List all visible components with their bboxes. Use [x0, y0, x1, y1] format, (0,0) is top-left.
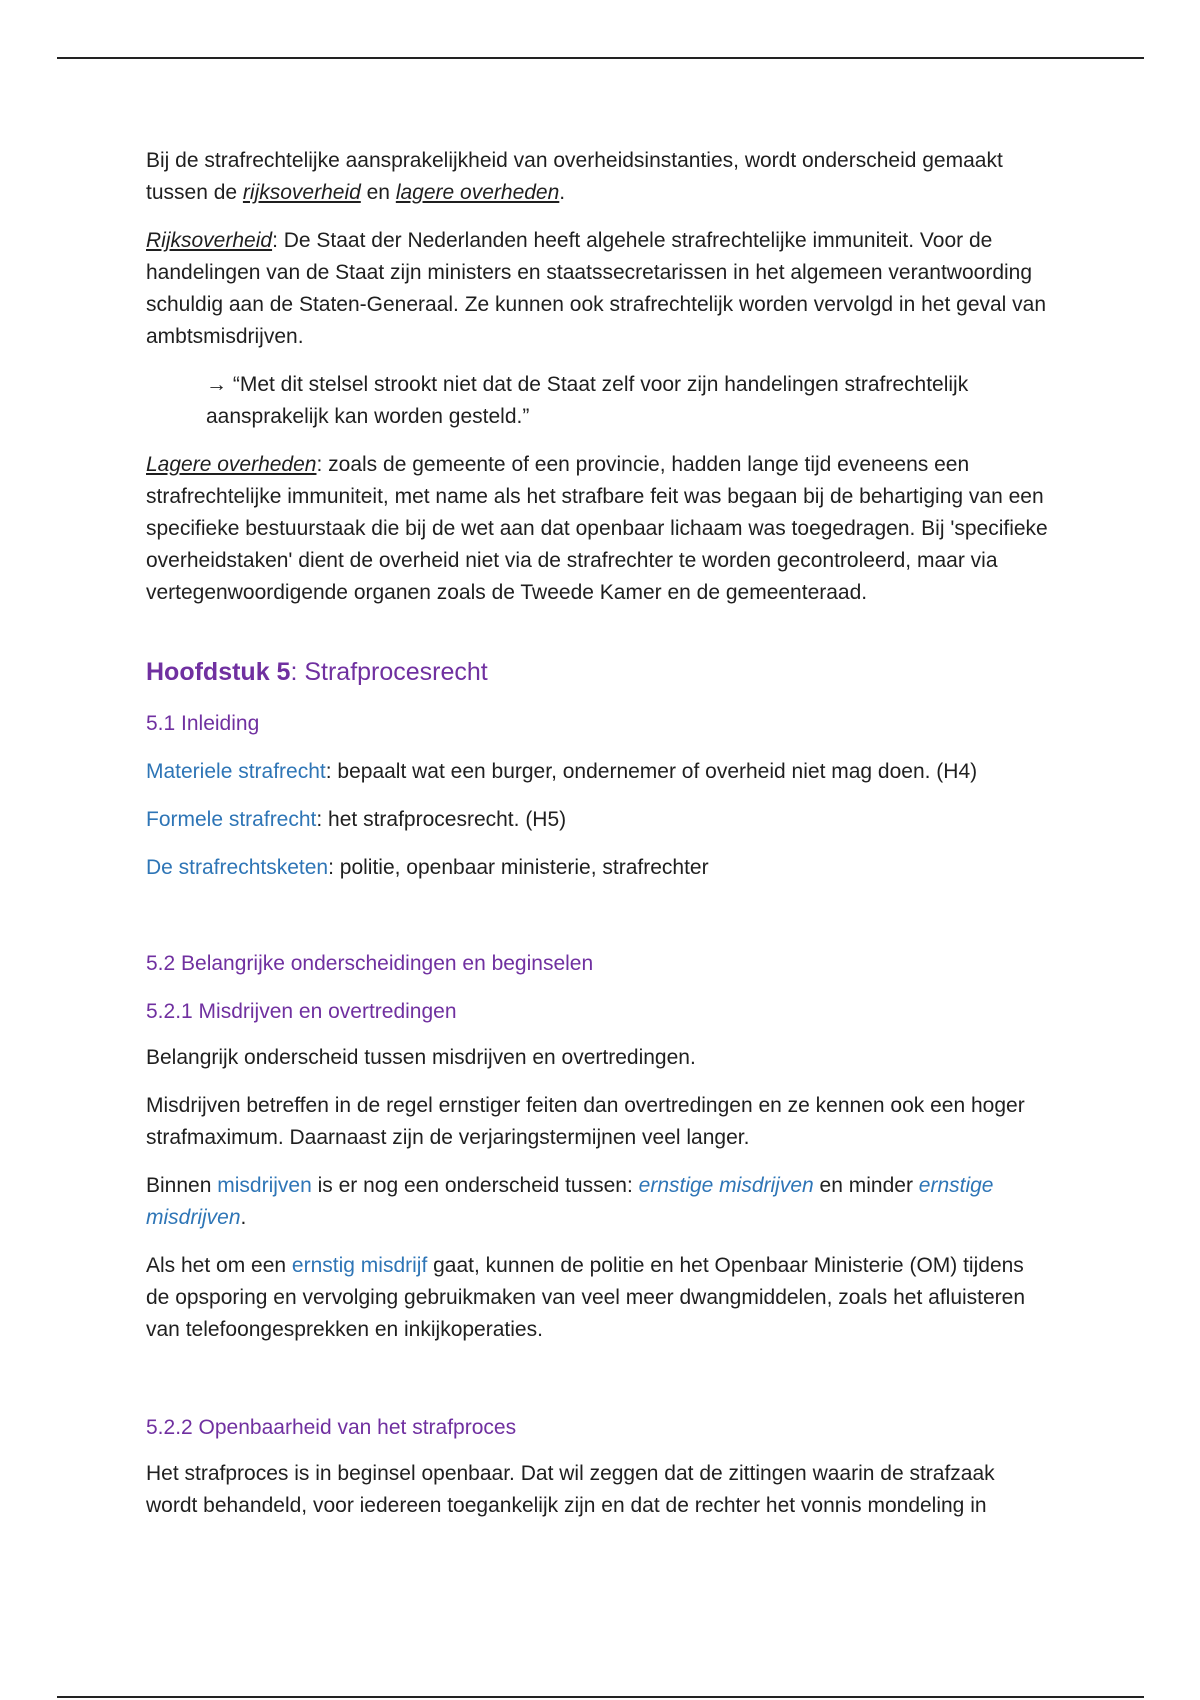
- section-5-1-heading: 5.1 Inleiding: [146, 712, 260, 735]
- materiele-term: Materiele strafrecht: [146, 760, 326, 783]
- rijksoverheid-term: Rijksoverheid: [146, 229, 273, 252]
- section-5-2-heading: 5.2 Belangrijke onderscheidingen en beginselen: [146, 952, 594, 975]
- paragraph-openbaarheid: Het strafproces is in beginsel openbaar. Dat wil zeggen dat de zittingen waarin de strafzaak wordt behandeld, voor iedereen toegankelijk zijn en dat de rechter het vonnis mondeling in: [146, 1462, 995, 1517]
- formele-term: Formele strafrecht: [146, 808, 317, 831]
- paragraph-ernstig-misdrijf: Als het om een ernstig misdrijf gaat, kunnen de politie en het Openbaar Ministerie (OM) tijdens de opsporing en vervolging gebruikmaken van veel meer dwangmiddelen, zoals het afluisteren van telefoongesprekken en inkijkoperaties.: [146, 1254, 1026, 1341]
- paragraph-binnen-misdrijven: Binnen misdrijven is er nog een onderscheid tussen: ernstige misdrijven en minder ernstige misdrijven.: [146, 1174, 994, 1229]
- quote-paragraph: → “Met dit stelsel strookt niet dat de Staat zelf voor zijn handelingen strafrechtelijk aansprakelijk kan worden gesteld.”: [206, 373, 969, 428]
- section-5-2-2-heading: 5.2.2 Openbaarheid van het strafproces: [146, 1416, 517, 1439]
- top-rule: [57, 57, 1144, 59]
- section-5-2-1-heading: 5.2.1 Misdrijven en overtredingen: [146, 1000, 457, 1023]
- rijksoverheid-paragraph: Rijksoverheid: De Staat der Nederlanden heeft algehele strafrechtelijke immuniteit. Voor de handelingen van de Staat zijn ministers en staatssecretarissen in het algemeen verantwoording schuldig aan de Staten-Generaal. Ze kunnen ook strafrechtelijk worden vervolgd in het geval van ambtsmisdrijven.: [146, 229, 1047, 348]
- term-misdrijven: misdrijven: [217, 1174, 312, 1197]
- strafrechtsketen-line: De strafrechtsketen: politie, openbaar ministerie, strafrechter: [146, 856, 709, 879]
- term-lagere-overheden: lagere overheden: [395, 181, 560, 204]
- chapter-heading: Hoofdstuk 5: Strafprocesrecht: [146, 658, 488, 686]
- lagere-overheden-paragraph: Lagere overheden: zoals de gemeente of een provincie, hadden lange tijd eveneens een strafrechtelijke immuniteit, met name als het strafbare feit was begaan bij de behartiging van een specifieke bestuurstaak die bij de wet aan dat openbaar lichaam was toegedragen. Bij 'specifieke overheidstaken' dient de overheid niet via de strafrechter te worden gecontroleerd, maar via vertegenwoordigende organen zoals de Tweede Kamer en de gemeenteraad.: [146, 453, 1048, 604]
- materiele-strafrecht-line: Materiele strafrecht: bepaalt wat een burger, ondernemer of overheid niet mag doen. (H4): [146, 760, 978, 783]
- formele-strafrecht-line: Formele strafrecht: het strafprocesrecht. (H5): [146, 808, 567, 831]
- bottom-rule: [57, 1696, 1144, 1698]
- term-minder-ernstige-misdrijven: ernstige misdrijven: [146, 1174, 994, 1229]
- arrow-icon: →: [206, 373, 227, 396]
- strafrechtsketen-term: De strafrechtsketen: [146, 856, 329, 879]
- paragraph-onderscheid: Belangrijk onderscheid tussen misdrijven en overtredingen.: [146, 1046, 696, 1069]
- intro-paragraph: Bij de strafrechtelijke aansprakelijkheid van overheidsinstanties, wordt onderscheid gemaakt tussen de rijksoverheid en lagere overheden.: [146, 149, 1003, 204]
- lagere-overheden-term: Lagere overheden: [146, 453, 317, 476]
- term-ernstige-misdrijven: ernstige misdrijven: [638, 1174, 814, 1197]
- term-rijksoverheid: rijksoverheid: [242, 181, 361, 204]
- paragraph-misdrijven: Misdrijven betreffen in de regel ernstiger feiten dan overtredingen en ze kennen ook een hoger strafmaximum. Daarnaast zijn de verjaringstermijnen veel langer.: [146, 1094, 1025, 1149]
- term-ernstig-misdrijf: ernstig misdrijf: [291, 1254, 428, 1277]
